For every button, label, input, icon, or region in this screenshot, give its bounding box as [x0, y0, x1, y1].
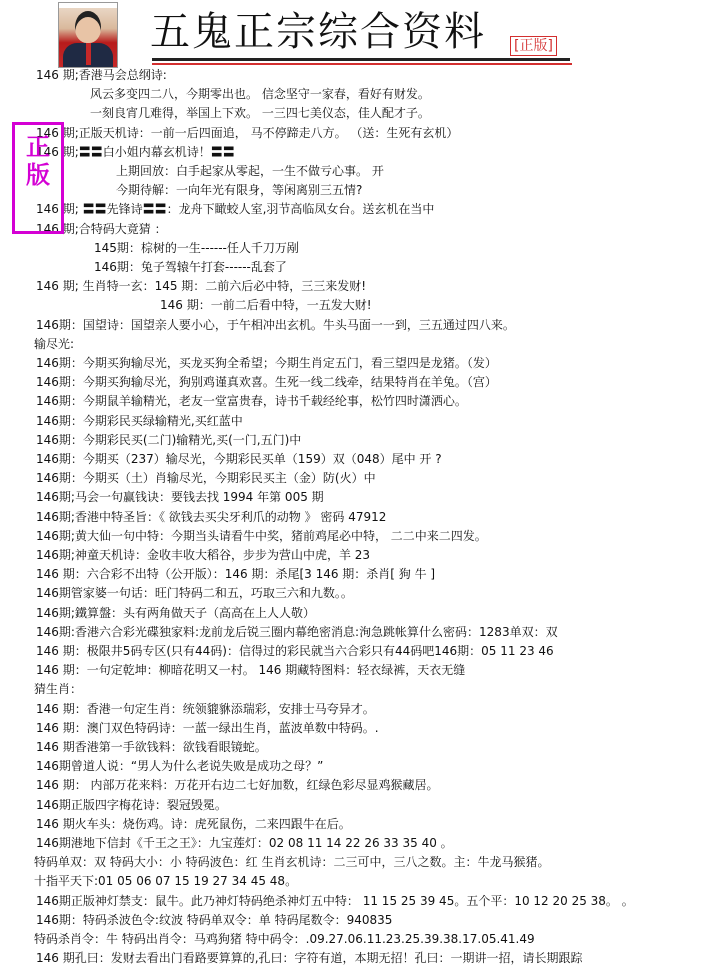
text-line: 146期管家婆一句话：旺门特码二和五，巧取三六和九数。。	[36, 586, 353, 601]
text-line: 146期:香港六合彩光碟独家料:龙前龙后锐三圈内幕绝密消息:洵急跳帐算什么密码：1283单双：双	[36, 624, 558, 639]
text-line: 146期曾道人说：“男人为什么老说失败是成功之母？”	[36, 759, 324, 774]
text-line: 146 期;合特码大竟猜 ：	[36, 221, 167, 236]
text-line: 猜生肖：	[34, 682, 83, 697]
text-line: 一刻良宵几难得，举国上下欢。 一三四七美仪态，佳人配才子。	[90, 106, 430, 121]
text-line: 146期;马会一句赢钱诀：要钱去找 1994 年第 005 期	[36, 490, 324, 505]
text-line: 146期正版四字梅花诗：裂冠毁冕。	[36, 797, 227, 812]
text-line: 146期：今期鼠羊输精光，老友一堂富贵春，诗书千载经纶事，松竹四时潇洒心。	[36, 394, 467, 409]
text-line: 146 期;香港马会总纲诗:	[36, 68, 167, 82]
text-line: 输尽光:	[34, 336, 75, 351]
text-line: 146期：今期买狗输尽光，狗别鸡谨真欢喜。生死一线二线牵，结果特肖在羊兔。（宫）	[36, 375, 497, 390]
text-line: 特码杀肖令：牛 特码出肖令：马鸡狗猪 特中码令：.09.27.06.11.23.25.39.38.17.05.41.49	[34, 932, 535, 946]
text-line: 146 期：极限井5码专区(只有44码)：信得过的彩民就当六合彩只有44码吧146期：05 11 23 46	[36, 644, 554, 658]
text-line: 146期：特码杀波色令:纹波 特码单双令：单 特码尾数令：940835	[36, 912, 393, 927]
text-line: 145期：棕树的一生------任人千刀万剐	[94, 240, 299, 255]
text-line: 146 期：一前二后看中特，一五发大财!	[160, 298, 372, 313]
page-title: 五鬼正宗综合资料	[150, 9, 486, 55]
text-line: 146 期：一句定乾坤：柳暗花明又一村。 146 期藏特图料：轻衣绿裤，天衣无缝	[36, 663, 466, 678]
text-line: 146期：国望诗：国望亲人要小心，于午相冲出玄机。牛头马面一一到，三五通过四八来。	[36, 317, 515, 332]
edition-badge: [正版]	[510, 36, 557, 56]
text-line: 146 期孔曰：发财去看出门看路要算算的,孔曰：字符有道，本期无招！孔曰：一期讲一招，请长期跟踪	[36, 951, 583, 966]
portrait-tie	[86, 43, 91, 65]
genuine-stamp: 正版	[12, 122, 64, 234]
text-line: 146 期：澳门双色特码诗：一蓝一绿出生肖，蓝波单数中特码。.	[36, 720, 379, 735]
text-line: 146 期： 内部万花来料：万花开右边二七好加数，红绿色彩尽显鸡猴藏居。	[36, 778, 439, 793]
text-line: 146期;香港中特圣旨：《 欲钱去买尖牙利爪的动物 》 密码 47912	[36, 509, 387, 524]
text-line: 风云多变四二八，今期零出也。 信念坚守一家春，看好有财发。	[90, 87, 430, 102]
text-line: 特码单双：双 特码大小：小 特码波色：红 生肖玄机诗：二三可中，三八之数。主：牛龙马猴猪。	[34, 855, 550, 870]
text-line: 今期待解：一向年光有限身，等闲离别三五情?	[116, 183, 363, 198]
portrait-photo	[58, 2, 118, 68]
text-line: 146 期：六合彩不出特（公开版）：146 期：杀尾[3 146 期：杀肖[ 狗 牛 ]	[36, 567, 436, 582]
text-line: 146期：今期彩民买绿输精光,买红蓝中	[36, 413, 243, 428]
text-line: 146期;鐵算盤：头有两角做天子（高高在上人人敬）	[36, 605, 315, 620]
text-line: 146 期香港第一手欲钱料：欲钱看眼镜蛇。	[36, 740, 267, 754]
text-line: 146期;神童天机诗：金收丰收大稻谷，步步为营山中虎，羊 23	[36, 548, 371, 562]
text-line: 146期港地下信封《千王之王》：九宝莲灯：02 08 11 14 22 26 33 35 40 。	[36, 836, 453, 850]
text-line: 146期：今期买狗输尽光，买龙买狗全希望；今期生肖定五门，看三望四是龙猪。（发）	[36, 356, 497, 370]
portrait-face	[75, 11, 101, 43]
text-line: 146 期; 〓〓先锋诗〓〓：龙舟下瞰蛟人室,羽节高临凤女台。送玄机在当中	[36, 202, 435, 217]
page-header	[0, 0, 720, 68]
text-line: 146期：兔子驾辕午打套------乱套了	[94, 260, 287, 274]
text-line: 146期;黄大仙一句中特：今期当头请看牛中奖，猪前鸡尾必中特， 二二中来二四发。	[36, 528, 487, 543]
text-line: 146 期;〓〓白小姐内幕玄机诗！〓〓	[36, 144, 235, 159]
text-line: 146 期;正版天机诗：一前一后四面追， 马不停蹄走八方。 （送：生死有玄机）	[36, 125, 459, 140]
text-line: 146期：今期买（土）肖输尽光，今期彩民买主（金）防(火）中	[36, 471, 376, 486]
text-line: 146期正版神灯禁支：鼠牛。此乃神灯特码绝杀神灯五中特： 11 15 25 39 45。五个平：10 12 20 25 38。 。	[36, 893, 634, 908]
text-line: 十指平天下:01 05 06 07 15 19 27 34 45 48。	[34, 874, 298, 889]
title-underline-red	[152, 63, 572, 65]
text-line: 146 期; 生肖特一玄：145 期：二前六后必中特，三三来发财!	[36, 279, 367, 294]
text-line: 146 期：香港一句定生肖：统领貔貅添瑞彩，安排士马夸异才。	[36, 701, 375, 716]
text-line: 上期回放：白手起家从零起，一生不做亏心事。 开	[116, 164, 384, 178]
text-line: 146期：今期买（237）输尽光，今期彩民买单（159）双（048）尾中 开 ?	[36, 452, 442, 466]
text-line: 146 期火车头：烧伤鸡。诗：虎死鼠伤，二来四跟牛在后。	[36, 816, 351, 831]
title-underline	[152, 58, 570, 61]
text-line: 146期：今期彩民买(二门)输精光,买(一门,五门)中	[36, 432, 302, 447]
